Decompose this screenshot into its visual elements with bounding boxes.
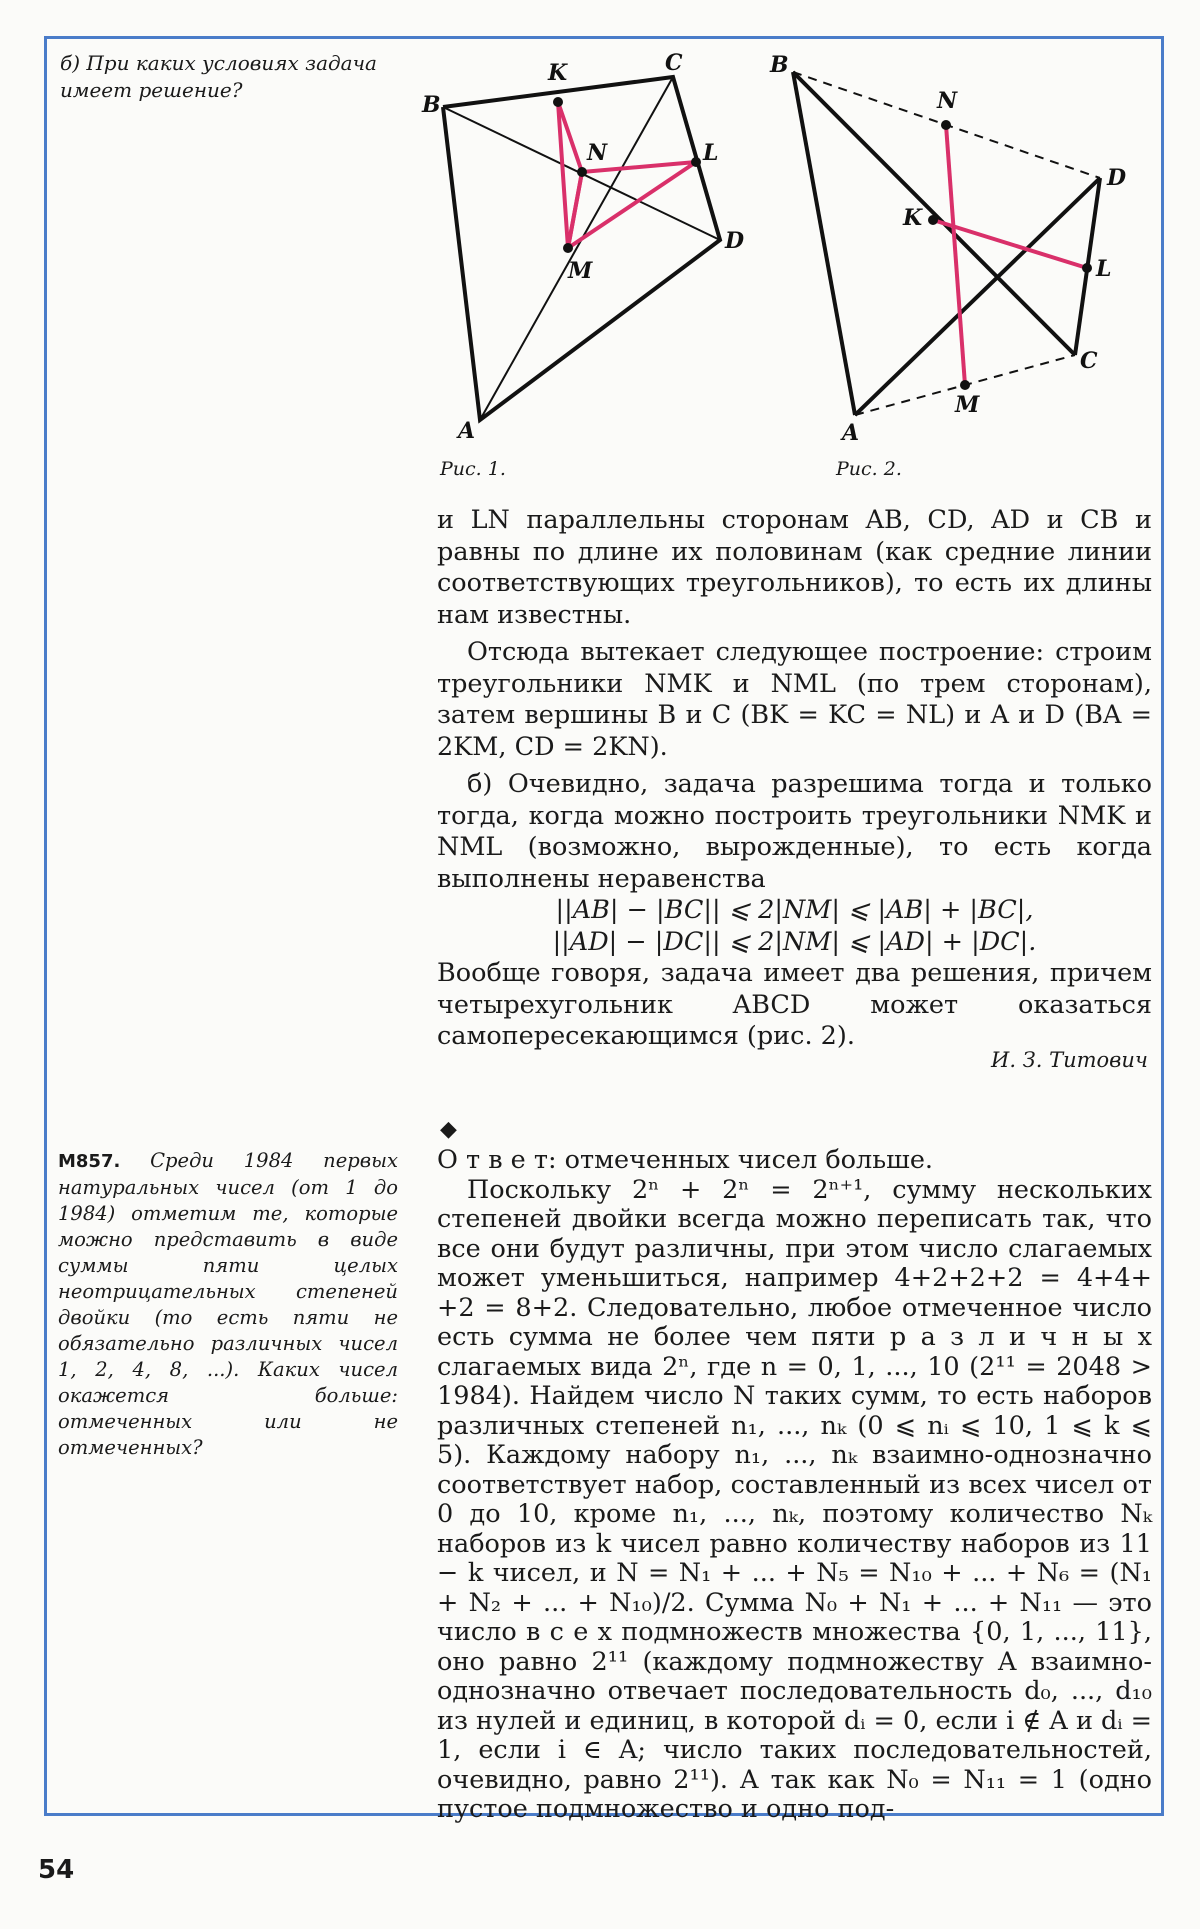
inequality-2: ||AD| − |DC|| ⩽ 2|NM| ⩽ |AD| + |DC|. [552, 926, 1037, 957]
fig1-triangle-nml [568, 162, 696, 248]
author-signature: И. З. Титович [991, 1048, 1148, 1072]
solution-paragraph: Поскольку 2ⁿ + 2ⁿ = 2ⁿ⁺¹, сумму нескольких степеней двойки всегда можно переписать так, что все они будут различны, при этом число слагаемых может уменьшиться, например 4+2+2+2 = 4+4+ +2 = 8+2. Следовательно, любое отмеченное число есть сумма не более чем пяти р а з л и ч н ы х слагаемых вида 2ⁿ, где n = 0, 1, ..., 10 (2¹¹ = 2048 > 1984). Найдем число N таких сумм, то есть наборов различных степеней n₁, ..., nₖ (0 ⩽ nᵢ ⩽ 10, 1 ⩽ k ⩽ 5). Каждому набору n₁, ..., nₖ взаимно-однозначно соответствует набор, составленный из всех чисел от 0 до 10, кроме n₁, ..., nₖ, поэтому количество Nₖ наборов из k чисел равно количеству наборов из 11 − k чисел, и N = N₁ + ... + N₅ = N₁₀ + ... + N₆ = (N₁ + N₂ + ... + N₁₀)/2. Сумма N₀ + N₁ + ... + N₁₁ — это число в с е х подмножеств множества {0, 1, ..., 11}, оно равно 2¹¹ (каждому подмножеству A взаимно-однозначно отвечает последовательность d₀, ..., d₁₀ из нулей и единиц, в которой dᵢ = 0, если i ∉ A и dᵢ = 1, если i ∈ A; число таких последовательностей, очевидно, равно 2¹¹). А так как N₀ = N₁₁ = 1 (одно пустое подмножество и одно под- [437, 1174, 1152, 1824]
fig2-label-l: L [1096, 256, 1112, 282]
paragraph-2: Отсюда вытекает следующее построение: строим треугольники NMK и NML (по трем сторонам), затем вершины B и C (BK = KC = NL) и A и D (BA = 2KM, CD = 2KN). [437, 637, 1152, 762]
fig1-label-n: N [587, 140, 608, 166]
figure-2 [760, 50, 1140, 450]
fig1-label-d: D [725, 228, 745, 254]
figure-1 [420, 50, 760, 450]
diamond-icon: ◆ [440, 1117, 457, 1142]
fig1-point-l [691, 157, 701, 167]
paragraph-4: Вообще говоря, задача имеет два решения, причем четырехугольник ABCD может оказаться самопересекающимся (рис. 2). [437, 958, 1152, 1051]
fig2-label-a: A [842, 420, 860, 446]
fig2-label-d: D [1107, 165, 1127, 191]
main-text-upper [437, 505, 1152, 1053]
fig1-point-m [563, 243, 573, 253]
solution-answer: О т в е т: отмеченных чисел больше. [437, 1145, 934, 1175]
problem-m857 [58, 1148, 398, 1461]
inequality-1: ||AB| − |BC|| ⩽ 2|NM| ⩽ |AB| + |BC|, [555, 895, 1034, 925]
side-question: б) При каких условиях задача имеет решение? [60, 51, 377, 102]
fig1-label-c: C [665, 50, 683, 76]
fig1-label-m: M [568, 258, 593, 284]
fig2-label-n: N [937, 88, 958, 114]
fig1-quad [443, 77, 720, 420]
fig1-point-n [577, 167, 587, 177]
fig1-label-l: L [703, 140, 719, 166]
solution-text [437, 1146, 1152, 1825]
fig2-point-n [941, 120, 951, 130]
fig2-segment-nm [946, 125, 965, 385]
fig1-point-k [553, 97, 563, 107]
fig2-point-m [960, 380, 970, 390]
fig2-label-m: M [955, 392, 980, 418]
paragraph-1: и LN параллельны сторонам AB, CD, AD и CB и равны по длине их половинам (как средние линии соответствующих треугольников), то есть их длины нам известны. [437, 505, 1152, 630]
fig2-point-l [1082, 263, 1092, 273]
paragraph-3: б) Очевидно, задача разрешима тогда и только тогда, когда можно построить треугольники NMK и NML (возможно, вырожденные), то есть когда выполнены неравенства [437, 769, 1152, 894]
problem-text: Среди 1984 первых натуральных чисел (от 1 до 1984) отметим те, которые можно представить в виде суммы пяти целых неотрицательных степеней двойки (то есть пяти не обязательно различных чисел 1, 2, 4, 8, ...). Каких чисел окажется больше: отмеченных или не отмеченных? [58, 1149, 398, 1459]
figure-2-caption: Рис. 2. [836, 458, 902, 480]
fig2-point-k [928, 215, 938, 225]
figure-1-caption: Рис. 1. [440, 458, 506, 480]
fig1-label-a: A [458, 418, 476, 444]
page-number: 54 [38, 1855, 75, 1885]
fig1-label-b: B [422, 92, 441, 118]
problem-number: М857. [58, 1151, 121, 1172]
fig2-label-b: B [770, 52, 789, 78]
fig2-label-c: C [1080, 348, 1098, 374]
fig1-diag-ac [480, 77, 673, 420]
fig2-label-k: K [903, 205, 923, 231]
fig2-side-ad [855, 178, 1100, 415]
fig1-label-k: K [548, 60, 568, 86]
